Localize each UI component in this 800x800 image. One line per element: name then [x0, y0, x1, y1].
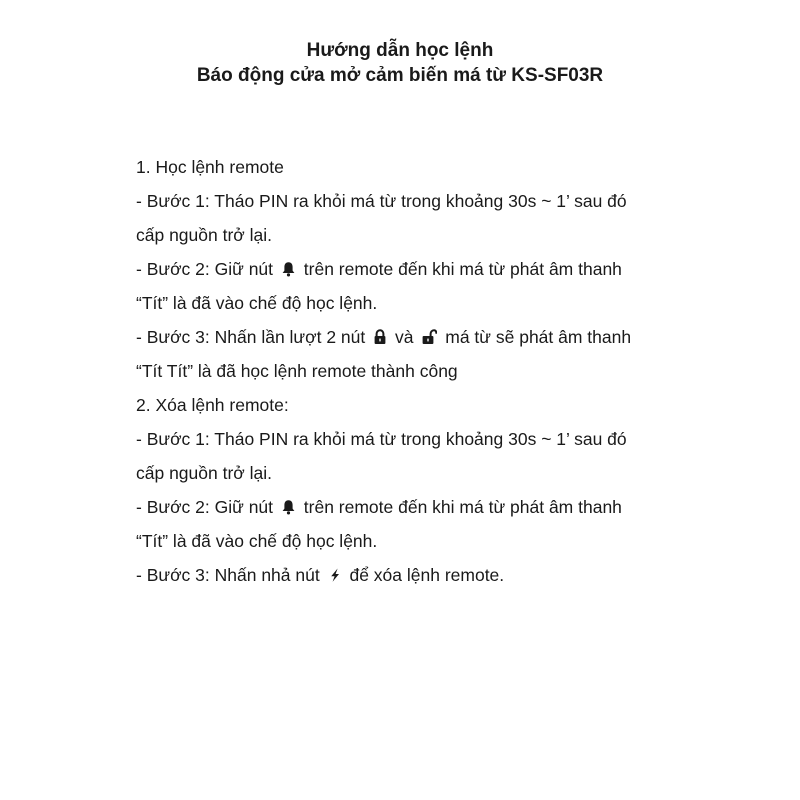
lock-icon	[373, 329, 387, 345]
section2-step2-text-b: trên remote đến khi má từ phát âm thanh	[303, 497, 622, 517]
section2-heading: 2. Xóa lệnh remote:	[136, 395, 289, 415]
section2-step3-text-b: để xóa lệnh remote.	[349, 565, 505, 585]
instructions-body	[136, 150, 736, 592]
section2-step2-line1	[136, 490, 736, 524]
bell-icon	[281, 499, 296, 515]
section1-step3-text-a: - Bước 3: Nhấn lần lượt 2 nút	[136, 327, 366, 347]
section2-step2-text-a: - Bước 2: Giữ nút	[136, 497, 274, 517]
section1-step2-text-a: - Bước 2: Giữ nút	[136, 259, 274, 279]
section2-step3-text-a: - Bước 3: Nhấn nhả nút	[136, 565, 320, 585]
section2-step1-line1: - Bước 1: Tháo PIN ra khỏi má từ trong khoảng 30s ~ 1’ sau đó	[136, 429, 627, 449]
section2-step3-line1	[136, 558, 736, 592]
page-title: Hướng dẫn học lệnh	[306, 40, 494, 61]
lightning-icon	[328, 567, 342, 583]
section1-step3-line1	[136, 320, 736, 354]
section1-step3-text-c: má từ sẽ phát âm thanh	[445, 327, 632, 347]
section1-step1-line2: cấp nguồn trở lại.	[136, 225, 273, 245]
section1-step2-line1	[136, 252, 736, 286]
page-subtitle: Báo động cửa mở cảm biến má từ KS-SF03R	[196, 65, 604, 86]
unlock-icon	[421, 329, 437, 345]
document-header	[0, 38, 800, 88]
section2-step1-line2: cấp nguồn trở lại.	[136, 463, 273, 483]
section2-step2-line2: “Tít” là đã vào chế độ học lệnh.	[136, 531, 378, 551]
section1-heading: 1. Học lệnh remote	[136, 157, 284, 177]
section1-step3-text-b: và	[395, 327, 414, 347]
section1-step2-line2: “Tít” là đã vào chế độ học lệnh.	[136, 293, 378, 313]
section1-step2-text-b: trên remote đến khi má từ phát âm thanh	[303, 259, 622, 279]
bell-icon	[281, 261, 296, 277]
section1-step3-line2: “Tít Tít” là đã học lệnh remote thành công	[136, 361, 458, 381]
section1-step1-line1: - Bước 1: Tháo PIN ra khỏi má từ trong khoảng 30s ~ 1’ sau đó	[136, 191, 627, 211]
